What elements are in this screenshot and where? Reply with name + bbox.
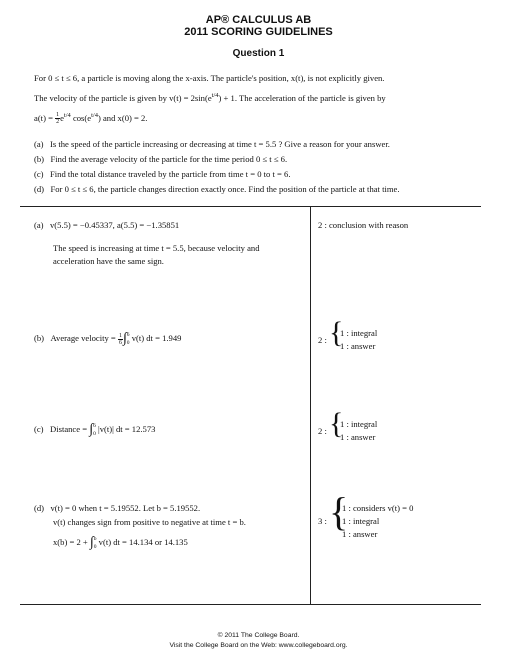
doc-title: AP® CALCULUS AB [205, 14, 312, 26]
score-c-item-1: 1 : integral [340, 419, 378, 429]
part-d-question: (d) For 0 ≤ t ≤ 6, the particle changes direction exactly once. Find the position of the particle at that time. [34, 184, 400, 194]
score-b-brace: { [329, 316, 344, 349]
score-d-item-3: 1 : answer [342, 529, 378, 539]
part-c-question: (c) Find the total distance traveled by the particle from time t = 0 to t = 6. [34, 169, 291, 179]
score-d-brace: { [329, 489, 349, 534]
accel-line: a(t) = $\frac{1}{2}$ $e^{t/4}$ $\cos(e^{t/4})$ and x(0) = 2. [34, 112, 148, 126]
doc-subtitle: 2011 SCORING GUIDELINES [184, 26, 333, 38]
score-c-points: 2 : [318, 426, 327, 436]
score-d-points: 3 : [318, 516, 327, 526]
one-sixth-fraction: $\frac{1}{6}$ [118, 332, 122, 346]
score-d-item-1: 1 : considers v(t) = 0 [342, 503, 414, 513]
score-a: 2 : conclusion with reason [318, 220, 409, 230]
part-a-question: (a) Is the speed of the particle increasing or decreasing at time t = 5.5 ? Give a reason for your answer. [34, 139, 390, 149]
solution-d-line-1: (d) v(t) = 0 when t = 5.19552. Let b = 5.19552. [34, 503, 201, 513]
intro-line-1: For 0 ≤ t ≤ 6, a particle is moving along the x-axis. The particle's position, x(t), is not explicitly given. [34, 73, 385, 83]
integral-sign: ∫ [122, 331, 127, 346]
footer-website: Visit the College Board on the Web: www.collegeboard.org. [169, 642, 348, 649]
integral-sign: ∫ [89, 535, 94, 550]
score-c-brace: { [329, 407, 344, 440]
part-b-question: (b) Find the average velocity of the particle for the time period 0 ≤ t ≤ 6. [34, 154, 288, 164]
score-d-item-2: 1 : integral [342, 516, 380, 526]
solution-d-line-3: x(b) = 2 + ∫ b 0 v(t) dt = 14.134 or 14.135 [53, 535, 188, 550]
solution-c: (c) Distance = ∫ 6 0 |v(t)| dt = 12.573 [34, 422, 156, 437]
table-bottom-rule [20, 604, 481, 605]
score-b-item-1: 1 : integral [340, 328, 378, 338]
half-fraction: $\frac{1}{2}$ [56, 112, 60, 126]
solution-a-line-2: The speed is increasing at time t = 5.5, because velocity and [53, 243, 260, 253]
score-b-item-2: 1 : answer [340, 341, 376, 351]
table-top-rule [20, 206, 481, 207]
score-c-item-2: 1 : answer [340, 432, 376, 442]
score-b-points: 2 : [318, 335, 327, 345]
question-title: Question 1 [232, 48, 285, 59]
table-divider [310, 206, 311, 604]
solution-d-line-2: v(t) changes sign from positive to negative at time t = b. [53, 517, 246, 527]
velocity-def-end: ) + 1. The acceleration of the particle is given by [218, 92, 386, 103]
solution-a-line-1: (a) v(5.5) = −0.45337, a(5.5) = −1.35851 [34, 220, 180, 230]
solution-b: (b) Average velocity = $\frac{1}{6}$ ∫ 6 0 v(t) dt = 1.949 [34, 331, 182, 346]
exp-term: $e^{t/4}$ [207, 92, 219, 103]
intro-line-2 [34, 92, 386, 103]
velocity-def-start: The velocity of the particle is given by v(t) = 2sin( [34, 92, 208, 103]
solution-a-line-3: acceleration have the same sign. [53, 256, 164, 266]
integral-sign: ∫ [89, 422, 94, 437]
footer-copyright: © 2011 The College Board. [217, 632, 300, 639]
